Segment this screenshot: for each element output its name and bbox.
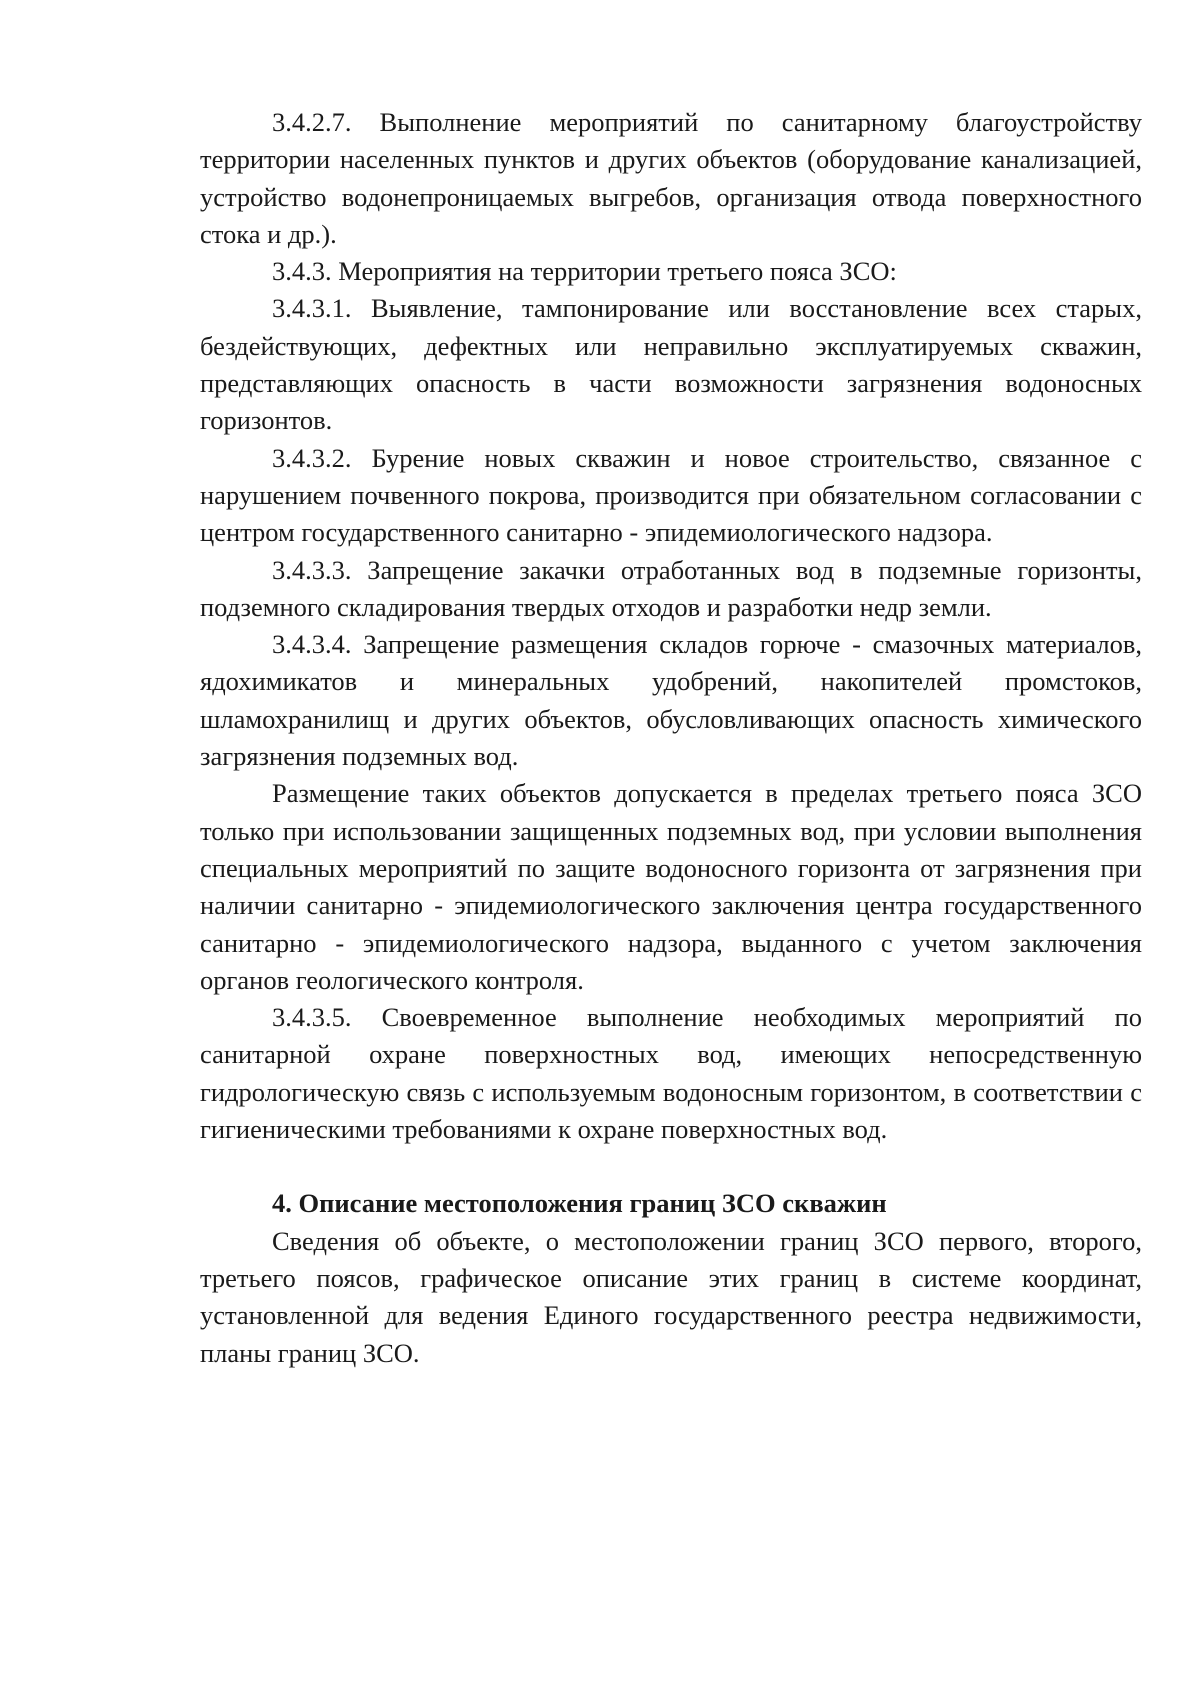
paragraph-3-4-2-7: 3.4.2.7. Выполнение мероприятий по санитарному благоустройству территории населенных пунктов и других объектов (оборудование канализацией, устройство водонепроницаемых выгребов, организация отвода поверхностного стока и др.). <box>200 107 1142 249</box>
paragraph-3-4-3: 3.4.3. Мероприятия на территории третьего пояса ЗСО: <box>272 256 897 287</box>
section-paragraph: Сведения об объекте, о местоположении границ ЗСО первого, второго, третьего поясов, графическое описание этих границ в системе координат, установленной для ведения Единого государственного реестра недвижимости, планы границ ЗСО. <box>200 1225 1142 1368</box>
paragraph-3-4-3-5: 3.4.3.5. Своевременное выполнение необходимых мероприятий по санитарной охране поверхностных вод, имеющих непосредственную гидрологическую связь с используемым водоносным горизонтом, в соответствии с гигиеническими требованиями к охране поверхностных вод. <box>200 1002 1142 1145</box>
paragraph-3-4-3-4: 3.4.3.4. Запрещение размещения складов горюче - смазочных материалов, ядохимикатов и минеральных удобрений, накопителей промстоков, шламохранилищ и других объектов, обусловливающих опасность химического загрязнения подземных вод. <box>200 629 1142 772</box>
paragraph-3-4-3-2: 3.4.3.2. Бурение новых скважин и новое строительство, связанное с нарушением почвенного покрова, производится при обязательном согласовании с центром государственного санитарно - эпидемиологического надзора. <box>200 442 1142 548</box>
paragraph-3-4-3-3: 3.4.3.3. Запрещение закачки отработанных вод в подземные горизонты, подземного складирования твердых отходов и разработки недр земли. <box>200 554 1142 622</box>
paragraph-placement-conditions: Размещение таких объектов допускается в пределах третьего пояса ЗСО только при использовании защищенных подземных вод, при условии выполнения специальных мероприятий по защите водоносного горизонта от загрязнения при наличии санитарно - эпидемиологического заключения центра государственного санитарно - эпидемиологического надзора, выданного с учетом заключения органов геологического контроля. <box>200 778 1142 995</box>
paragraph-3-4-3-1: 3.4.3.1. Выявление, тампонирование или восстановление всех старых, бездействующих, дефектных или неправильно эксплуатируемых скважин, представляющих опасность в части возможности загрязнения водоносных горизонтов. <box>200 293 1142 436</box>
document-body <box>200 104 1142 1372</box>
section-heading: 4. Описание местоположения границ ЗСО скважин <box>272 1188 887 1219</box>
